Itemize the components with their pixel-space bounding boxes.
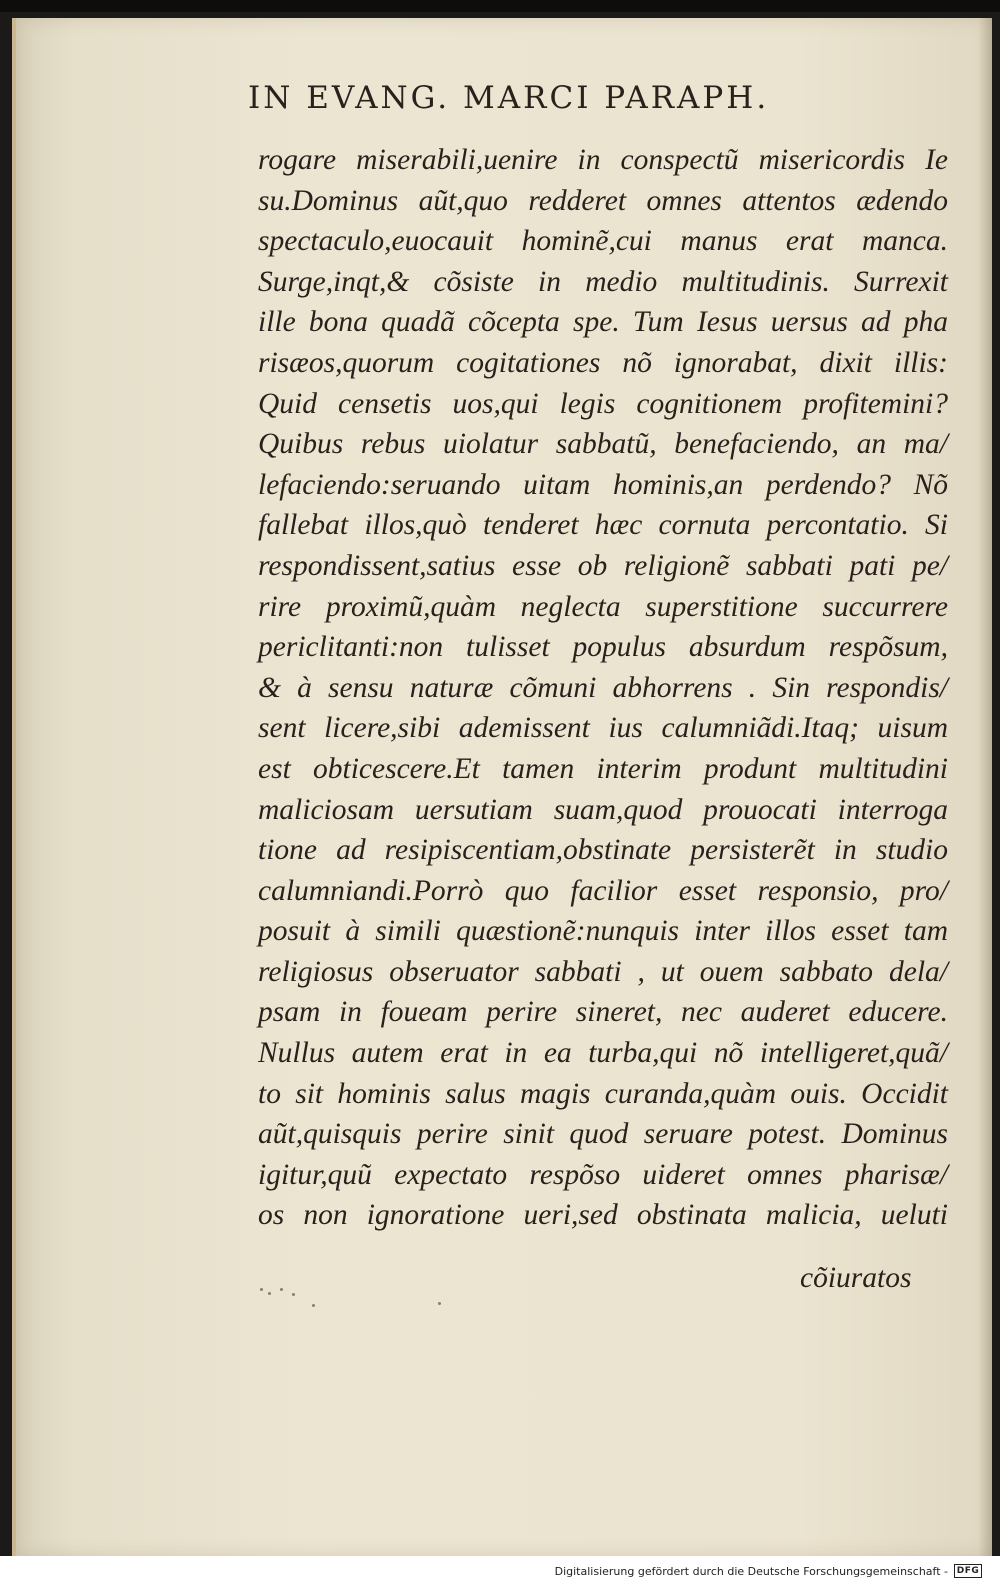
text-line: spectaculo,euocauit hominẽ,cui manus erat manca.	[258, 225, 948, 258]
text-line: risæos,quorum cogitationes nõ ignorabat, dixit illis:	[258, 346, 948, 379]
text-line: Surge,inqt,& cõsiste in medio multitudinis. Surrexit	[258, 265, 948, 298]
paper-speck	[268, 1292, 271, 1295]
funding-credit: Digitalisierung gefördert durch die Deutsche Forschungsgemeinschaft -	[554, 1565, 948, 1578]
text-block	[258, 140, 948, 1236]
text-line: to sit hominis salus magis curanda,quàm ouis. Occidit	[258, 1077, 948, 1110]
text-line: Quid censetis uos,qui legis cognitionem profitemini?	[258, 387, 948, 420]
text-line: fallebat illos,quò tenderet hæc cornuta percontatio. Si	[258, 509, 948, 542]
paper-speck	[292, 1293, 295, 1296]
paper-speck	[312, 1304, 315, 1307]
dfg-logo: DFG	[954, 1564, 982, 1578]
text-line: lefaciendo:seruando uitam hominis,an perdendo? Nõ	[258, 468, 948, 501]
paper-specks	[258, 1282, 458, 1312]
text-line: rire proximũ,quàm neglecta superstitione succurrere	[258, 590, 948, 623]
text-line: aũt,quisquis perire sinit quod seruare potest. Dominus	[258, 1118, 948, 1151]
paper-speck	[280, 1288, 283, 1291]
page-edge-shadow	[978, 18, 992, 1556]
text-line: os non ignoratione ueri,sed obstinata malicia, ueluti	[258, 1199, 948, 1232]
text-line: Quibus rebus uiolatur sabbatũ, benefaciendo, an ma/	[258, 428, 948, 461]
text-line: rogare miserabili,uenire in conspectũ misericordis Ie	[258, 144, 948, 176]
running-head: IN EVANG. MARCI PARAPH.	[248, 80, 770, 116]
text-line: tione ad resipiscentiam,obstinate persisterẽt in studio	[258, 834, 948, 867]
scan-top-border	[0, 0, 1000, 12]
text-line: posuit à simili quæstionẽ:nunquis inter illos esset tam	[258, 915, 948, 948]
catchword: cõiuratos	[800, 1262, 912, 1294]
text-line: psam in foueam perire sineret, nec auderet educere.	[258, 996, 948, 1029]
footer-bar	[0, 1556, 1000, 1588]
text-line: ille bona quadã cõcepta spe. Tum Iesus uersus ad pha	[258, 306, 948, 339]
text-line: sent licere,sibi ademissent ius calumniãdi.Itaq; uisum	[258, 712, 948, 745]
paper-speck	[260, 1288, 263, 1291]
text-line: maliciosam uersutiam suam,quod prouocati interroga	[258, 793, 948, 826]
text-line: periclitanti:non tulisset populus absurdum respõsum,	[258, 631, 948, 664]
text-line: & à sensu naturæ cõmuni abhorrens . Sin respondis/	[258, 671, 948, 704]
text-line: est obticescere.Et tamen interim produnt multitudini	[258, 752, 948, 785]
text-line: su.Dominus aũt,quo redderet omnes attentos ædendo	[258, 184, 948, 217]
paper-speck	[438, 1302, 441, 1305]
text-line: Nullus autem erat in ea turba,qui nõ intelligeret,quã/	[258, 1037, 948, 1070]
text-line: igitur,quũ expectato respõso uideret omnes pharisæ/	[258, 1158, 948, 1191]
text-line: religiosus obseruator sabbati , ut ouem sabbato dela/	[258, 955, 948, 988]
text-line: respondissent,satius esse ob religionẽ sabbati pati pe/	[258, 549, 948, 582]
text-line: calumniandi.Porrò quo facilior esset responsio, pro/	[258, 874, 948, 907]
